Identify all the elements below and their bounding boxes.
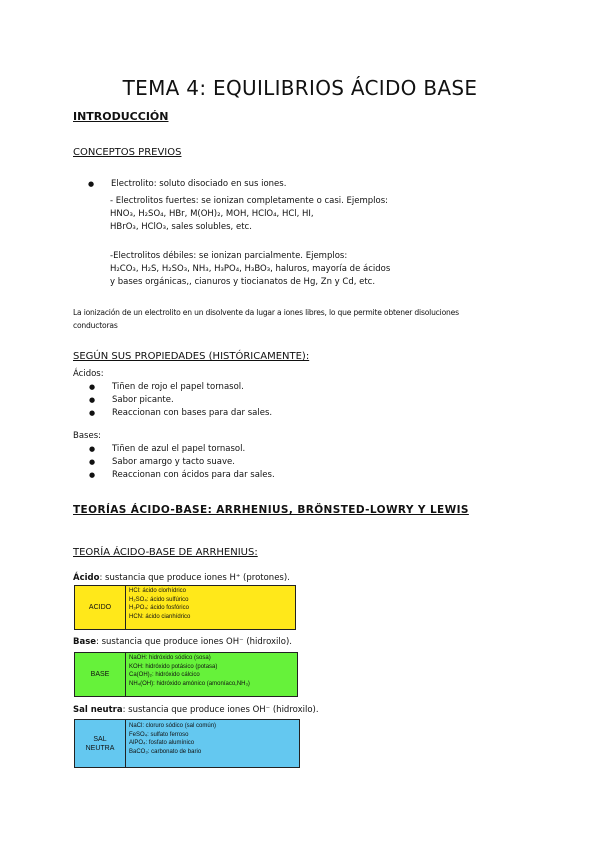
- acidos-item: ● Sabor picante.: [89, 394, 272, 407]
- fuertes-def: - Electrolitos fuertes: se ionizan completamente o casi. Ejemplos:: [110, 196, 389, 206]
- acido-box-label: ACIDO: [75, 586, 126, 629]
- bases-item: ● Reaccionan con ácidos para dar sales.: [89, 469, 275, 482]
- fuertes-block: [110, 195, 550, 234]
- sal-box-label: [75, 720, 126, 767]
- sal-term: Sal neutra: [73, 705, 123, 715]
- page-title: TEMA 4: EQUILIBRIOS ÁCIDO BASE: [122, 76, 478, 100]
- acido-def-text: : sustancia que produce iones H⁺ (protones).: [99, 573, 290, 583]
- acidos-item: ● Reaccionan con bases para dar sales.: [89, 407, 272, 420]
- base-example: NaOH: hidróxido sódico (sosa): [129, 655, 211, 661]
- sal-example: BaCO₃: carbonato de bario: [129, 748, 202, 755]
- acido-example: HCN: ácido cianhídrico: [129, 613, 191, 620]
- ionizacion-note-line2: conductoras: [73, 321, 118, 330]
- acido-def: [73, 572, 290, 585]
- bases-item: ● Tiñen de azul el papel tornasol.: [89, 443, 275, 456]
- sal-example: AlPO₄: fosfato alumínico: [129, 740, 195, 747]
- intro-heading: INTRODUCCIÓN: [73, 110, 169, 123]
- sal-def-text: : sustancia que produce iones OH⁻ (hidroxilo).: [122, 705, 319, 715]
- conceptos-heading: CONCEPTOS PREVIOS: [73, 147, 182, 158]
- base-box-items: [126, 653, 253, 696]
- propiedades-heading: SEGÚN SUS PROPIEDADES (HISTÓRICAMENTE):: [73, 351, 310, 362]
- base-term: Base: [73, 637, 97, 647]
- sal-box-items: [126, 720, 219, 767]
- fuertes-ex2: HBrO₃, HClO₃, sales solubles, etc.: [110, 222, 252, 232]
- base-example: Ca(OH)₂: hidróxido cálcico: [129, 672, 200, 679]
- acido-example: H₃PO₄: ácido fosfórico: [129, 605, 189, 612]
- acidos-label: Ácidos:: [73, 369, 104, 379]
- sal-example: FeSO₄: sulfato ferroso: [129, 731, 189, 738]
- acido-term: Ácido: [73, 573, 100, 583]
- bases-item: ● Sabor amargo y tacto suave.: [89, 456, 275, 469]
- arrhenius-heading: TEORÍA ÁCIDO-BASE DE ARRHENIUS:: [73, 547, 258, 558]
- acidos-list: [89, 381, 272, 420]
- bases-label: Bases:: [73, 431, 101, 441]
- base-def-text: : sustancia que produce iones OH⁻ (hidroxilo).: [96, 637, 292, 647]
- ionizacion-note-line1: La ionización de un electrolito en un disolvente da lugar a iones libres, lo que permite obtener disoluciones: [73, 308, 459, 317]
- debiles-block: [110, 250, 550, 289]
- ionizacion-note: [73, 306, 553, 332]
- acido-example: H₂SO₄: ácido sulfúrico: [129, 596, 189, 603]
- debiles-def: -Electrolitos débiles: se ionizan parcialmente. Ejemplos:: [110, 251, 348, 261]
- debiles-ex1: H₂CO₃, H₂S, H₂SO₃, NH₃, H₃PO₄, H₃BO₃, haluros, mayoría de ácidos: [110, 264, 391, 274]
- base-example: NH₄(OH): hidróxido amónico (amoníaco,NH₃): [129, 680, 250, 687]
- sal-example: NaCl: cloruro sódico (sal común): [129, 723, 217, 729]
- acidos-item: ● Tiñen de rojo el papel tornasol.: [89, 381, 272, 394]
- sal-def: [73, 704, 319, 717]
- sal-box-label-line2: NEUTRA: [85, 744, 115, 752]
- electrolito-block: [88, 178, 286, 191]
- acido-example: HCl: ácido clorhídrico: [129, 588, 187, 594]
- base-def: [73, 636, 292, 649]
- debiles-ex2: y bases orgánicas,, cianuros y tiocianatos de Hg, Zn y Cd, etc.: [110, 277, 376, 287]
- base-box-label: BASE: [75, 653, 126, 696]
- acido-box-items: [126, 586, 193, 629]
- bases-list: [89, 443, 275, 482]
- teorias-heading: TEORÍAS ÁCIDO-BASE: ARRHENIUS, BRÖNSTED-LOWRY Y LEWIS: [73, 504, 469, 516]
- base-example: KOH: hidróxido potásico (potasa): [129, 663, 218, 670]
- sal-box-label-line1: SAL: [93, 735, 107, 743]
- fuertes-ex1: HNO₃, H₂SO₄, HBr, M(OH)₂, MOH, HClO₄, HCl, HI,: [110, 209, 314, 219]
- acido-box: [74, 585, 296, 630]
- electrolito-def: ● Electrolito: soluto disociado en sus iones.: [88, 178, 286, 191]
- sal-box: [74, 719, 300, 768]
- base-box: [74, 652, 298, 697]
